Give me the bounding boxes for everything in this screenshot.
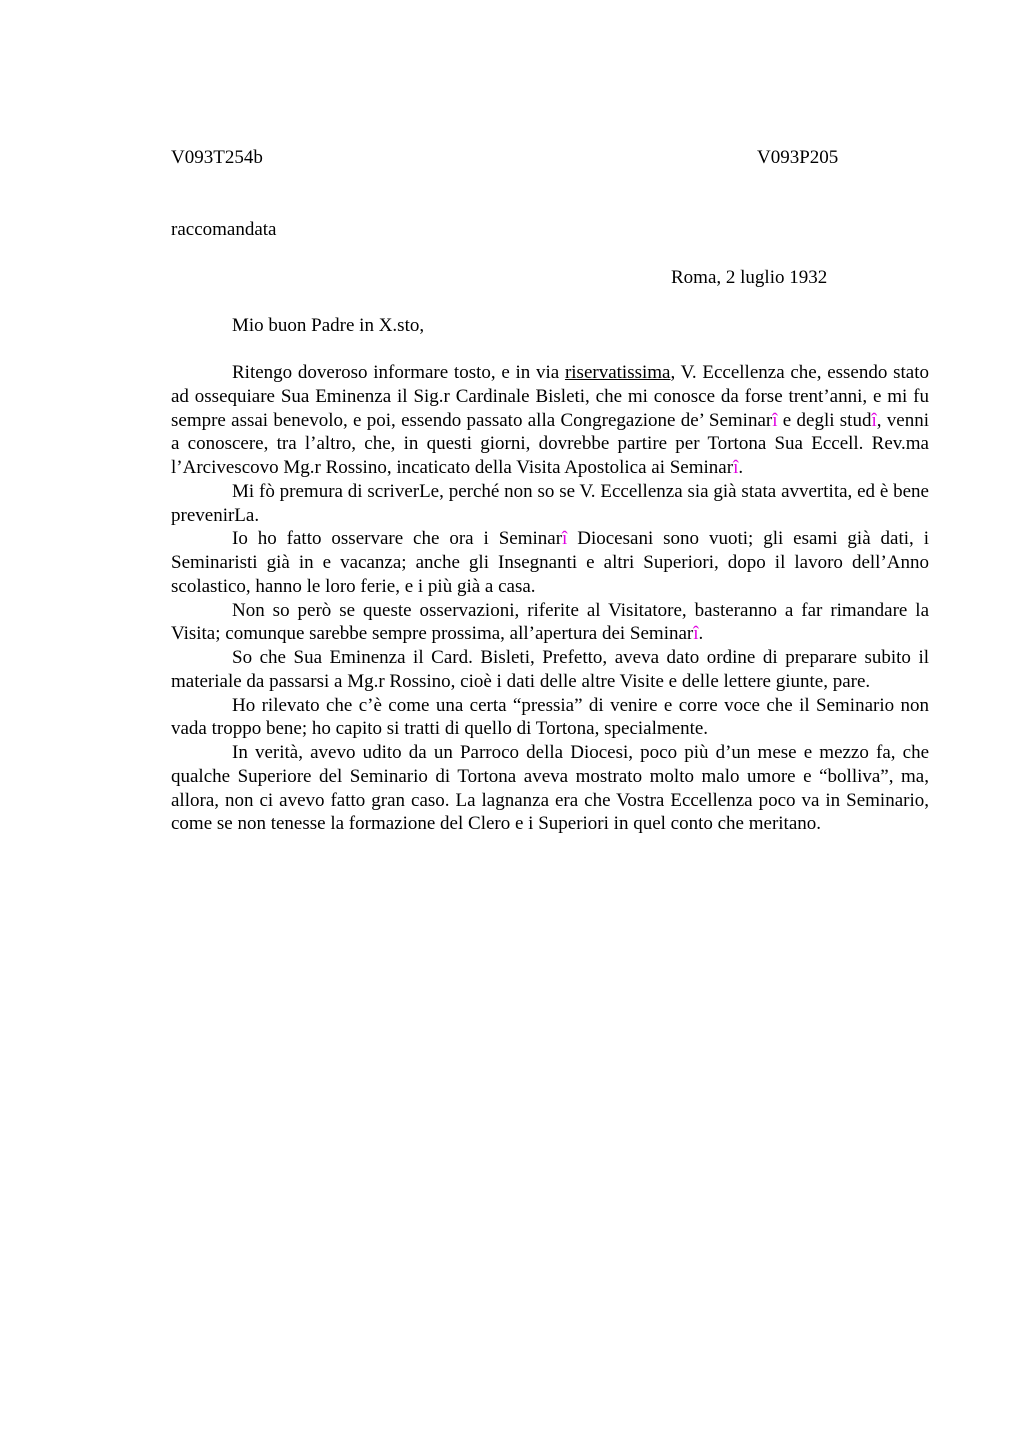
- paragraph-4-text-b: .: [698, 623, 704, 645]
- paragraph-1-text-c: e degli stud: [777, 409, 872, 431]
- paragraph-3: [171, 527, 929, 598]
- document-code-right: V093P205: [757, 147, 839, 168]
- paragraph-4: [171, 599, 929, 647]
- accent-mark: î: [562, 528, 568, 550]
- accent-mark: î: [871, 409, 877, 431]
- document-code-left: V093T254b: [171, 147, 263, 168]
- paragraph-1-text-d: , venni a conoscere, tra l’altro, che, in questi giorni, dovrebbe partire per Tortona Sua Eccell. Rev.ma l’Arcivescovo Mg.r Rossino, incaticato della Visita Apostolica ai Seminar: [171, 409, 929, 478]
- letter-salutation: Mio buon Padre in X.sto,: [232, 315, 425, 336]
- letter-body: [171, 361, 929, 836]
- accent-mark: î: [772, 409, 778, 431]
- paragraph-3-text-b: Diocesani sono vuoti; gli esami già dati, i Seminaristi già in e vacanza; anche gli Insegnanti e altri Superiori, dopo il lavoro dell’Anno scolastico, hanno le loro ferie, e i più già a casa.: [171, 528, 929, 597]
- paragraph-2: Mi fò premura di scriverLe, perché non so se V. Eccellenza sia già stata avvertita, ed è bene prevenirLa.: [171, 480, 929, 526]
- paragraph-5: So che Sua Eminenza il Card. Bisleti, Prefetto, aveva dato ordine di preparare subito il materiale da passarsi a Mg.r Rossino, cioè i dati delle altre Visite e delle lettere giunte, pare.: [171, 647, 929, 692]
- accent-mark: î: [693, 623, 699, 645]
- paragraph-1-text-a: Ritengo doveroso informare tosto, e in via: [232, 362, 565, 383]
- letter-date: Roma, 2 luglio 1932: [671, 267, 828, 288]
- paragraph-1-text-e: .: [738, 457, 744, 478]
- paragraph-3-text-a: Io ho fatto osservare che ora i Seminar: [232, 528, 563, 550]
- paragraph-4-text-a: Non so però se queste osservazioni, riferite al Visitatore, basteranno a far rimandare la Visita; comunque sarebbe sempre prossima, all’apertura dei Seminar: [171, 599, 929, 645]
- accent-mark: î: [733, 457, 739, 478]
- underlined-word: riservatissima: [564, 362, 671, 383]
- paragraph-6: Ho rilevato che c’è come una certa “pressia” di venire e corre voce che il Seminario non vada troppo bene; ho capito si tratti di quello di Tortona, specialmente.: [171, 694, 929, 740]
- paragraph-1-text-b: , V. Eccellenza che, essendo stato ad ossequiare Sua Eminenza il Sig.r Cardinale Bisleti, che mi conosce da forse trent’anni, e mi fu sempre assai benevolo, e poi, essendo passato alla Congregazione de’ Seminar: [171, 362, 929, 431]
- registered-mail-label: raccomandata: [171, 219, 277, 240]
- paragraph-7: In verità, avevo udito da un Parroco della Diocesi, poco più d’un mese e mezzo fa, che qualche Superiore del Seminario di Tortona aveva mostrato molto malo umore e “bolliva”, ma, allora, non ci avevo fatto gran caso. La lagnanza era che Vostra Eccellenza poco va in Seminario, come se non tenesse la formazione del Clero e i Superiori in quel conto che meritano.: [171, 742, 929, 835]
- paragraph-1: [171, 361, 929, 480]
